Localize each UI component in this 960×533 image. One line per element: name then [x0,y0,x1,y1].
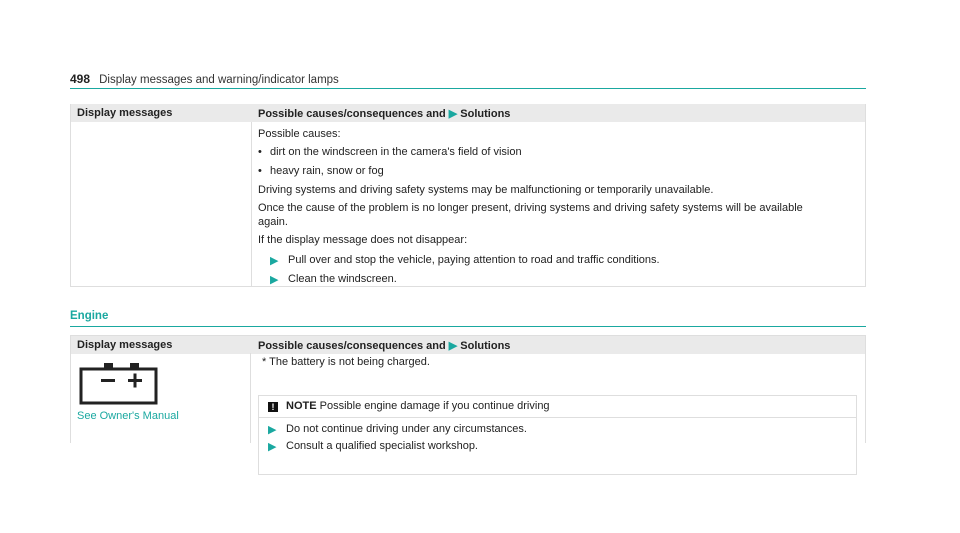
note-label: NOTE [286,400,317,412]
play-arrow-icon: ▶ [268,441,277,453]
table-header [70,335,866,354]
recovery-text-continued: again. [258,216,288,228]
play-arrow-icon: ▶ [268,424,277,436]
cause-item: • dirt on the windscreen in the camera's field of vision [270,146,522,158]
column-header-suffix: Solutions [460,340,511,352]
messages-table [70,104,866,287]
column-divider [250,353,251,443]
note-box [258,395,857,475]
note-separator [259,417,856,418]
column-header-causes-solutions [258,107,510,120]
column-header-prefix: Possible causes/consequences and [258,340,446,352]
column-header-suffix: Solutions [460,108,511,120]
possible-causes-label: Possible causes: [258,128,341,140]
cause-item: • heavy rain, snow or fog [270,165,384,177]
column-header-display-messages: Display messages [77,339,173,351]
page-number: 498 [70,72,91,86]
causes-cell [258,122,857,287]
table-header [71,104,865,122]
section-rule [70,326,866,327]
action-item: Consult a qualified specialist workshop. [286,440,478,452]
section-title: Engine [70,310,109,322]
page-header-title: Display messages and warning/indicator lamps [99,74,339,86]
table-row [70,353,866,453]
play-arrow-icon: ▶ [270,255,279,267]
action-item: Clean the windscreen. [288,273,397,285]
table-left-border [70,353,71,443]
play-arrow-icon: ▶ [448,340,458,352]
page-header [70,72,339,86]
column-divider [251,122,252,286]
header-rule [70,88,866,89]
play-arrow-icon: ▶ [448,108,458,120]
column-header-prefix: Possible causes/consequences and [258,108,446,120]
battery-icon [77,361,160,405]
note-text: Possible engine damage if you continue driving [319,400,550,412]
warning-icon: ! [268,402,278,412]
action-item: Pull over and stop the vehicle, paying attention to road and traffic conditions. [288,254,660,266]
action-item: Do not continue driving under any circumstances. [286,423,527,435]
persist-text: If the display message does not disappear: [258,234,468,246]
battery-message: * The battery is not being charged. [262,356,430,368]
table-right-border [865,353,866,443]
see-owners-manual-link[interactable]: See Owner's Manual [77,410,179,422]
malfunction-text: Driving systems and driving safety systems may be malfunctioning or temporarily unavailable. [258,184,714,196]
column-header-display-messages: Display messages [77,107,173,119]
play-arrow-icon: ▶ [270,274,279,286]
note-line [286,400,550,412]
column-header-causes-solutions [258,339,510,352]
engine-table [70,335,866,453]
recovery-text: Once the cause of the problem is no longer present, driving systems and driving safety systems will be available [258,202,803,214]
